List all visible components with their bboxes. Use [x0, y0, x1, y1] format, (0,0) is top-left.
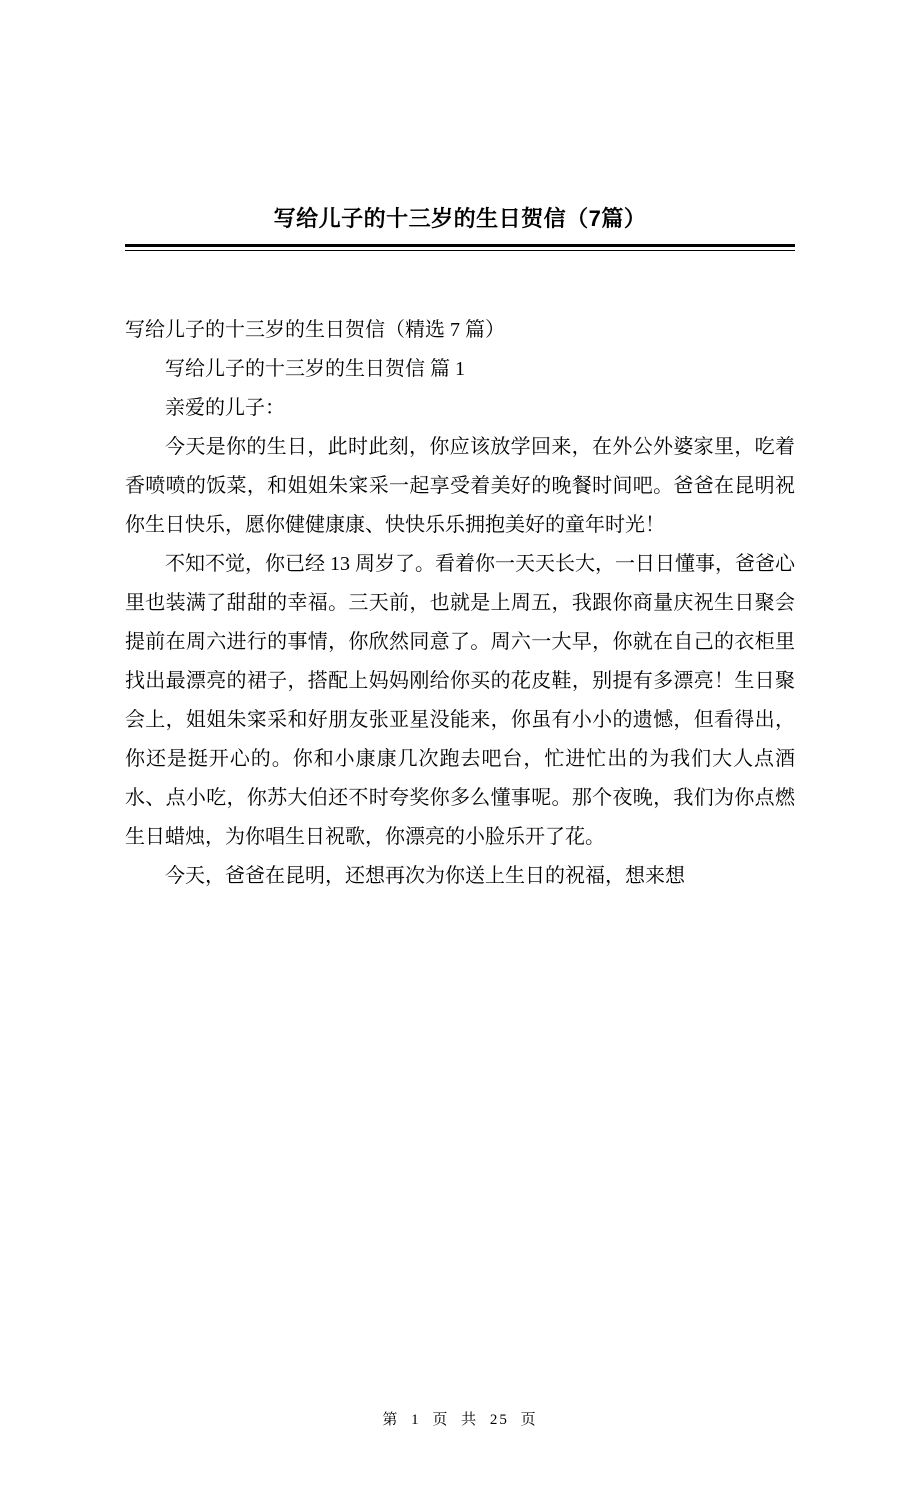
footer-total-number: 25 — [489, 1412, 509, 1428]
footer-page-number: 1 — [411, 1412, 421, 1428]
paragraph-body-1: 今天是你的生日，此时此刻，你应该放学回来，在外公外婆家里，吃着香喷喷的饭菜，和姐姐朱寀采一起享受着美好的晚餐时间吧。爸爸在昆明祝你生日快乐，愿你健健康康、快快乐乐拥抱美好的童年时光！ — [125, 435, 795, 536]
paragraph-section-heading: 写给儿子的十三岁的生日贺信 篇 1 — [165, 357, 465, 380]
footer-page-unit: 页 — [432, 1412, 450, 1428]
footer-page-label: 第 — [382, 1412, 400, 1428]
title-block — [125, 205, 795, 251]
page-footer — [0, 1408, 920, 1429]
footer-total-label: 共 — [461, 1412, 479, 1428]
title-divider — [125, 244, 795, 251]
paragraph-salutation: 亲爱的儿子： — [165, 396, 285, 419]
page-title: 写给儿子的十三岁的生日贺信（7篇） — [273, 206, 647, 231]
paragraph-subtitle: 写给儿子的十三岁的生日贺信（精选 7 篇） — [125, 318, 505, 341]
paragraph-body-3: 今天，爸爸在昆明，还想再次为你送上生日的祝福，想来想 — [165, 864, 685, 887]
paragraph-body-2: 不知不觉，你已经 13 周岁了。看着你一天天长大，一日日懂事，爸爸心里也装满了甜甜的幸福。三天前，也就是上周五，我跟你商量庆祝生日聚会提前在周六进行的事情，你欣然同意了。周六一大早，你就在自己的衣柜里找出最漂亮的裙子，搭配上妈妈刚给你买的花皮鞋，别提有多漂亮！生日聚会上，姐姐朱寀采和好朋友张亚星没能来，你虽有小小的遗憾，但看得出，你还是挺开心的。你和小康康几次跑去吧台，忙进忙出的为我们大人点酒水、点小吃，你苏大伯还不时夸奖你多么懂事呢。那个夜晚，我们为你点燃生日蜡烛，为你唱生日祝歌，你漂亮的小脸乐开了花。 — [125, 552, 795, 848]
footer-total-unit: 页 — [520, 1412, 538, 1428]
document-page — [0, 205, 920, 1507]
document-body — [125, 311, 795, 896]
